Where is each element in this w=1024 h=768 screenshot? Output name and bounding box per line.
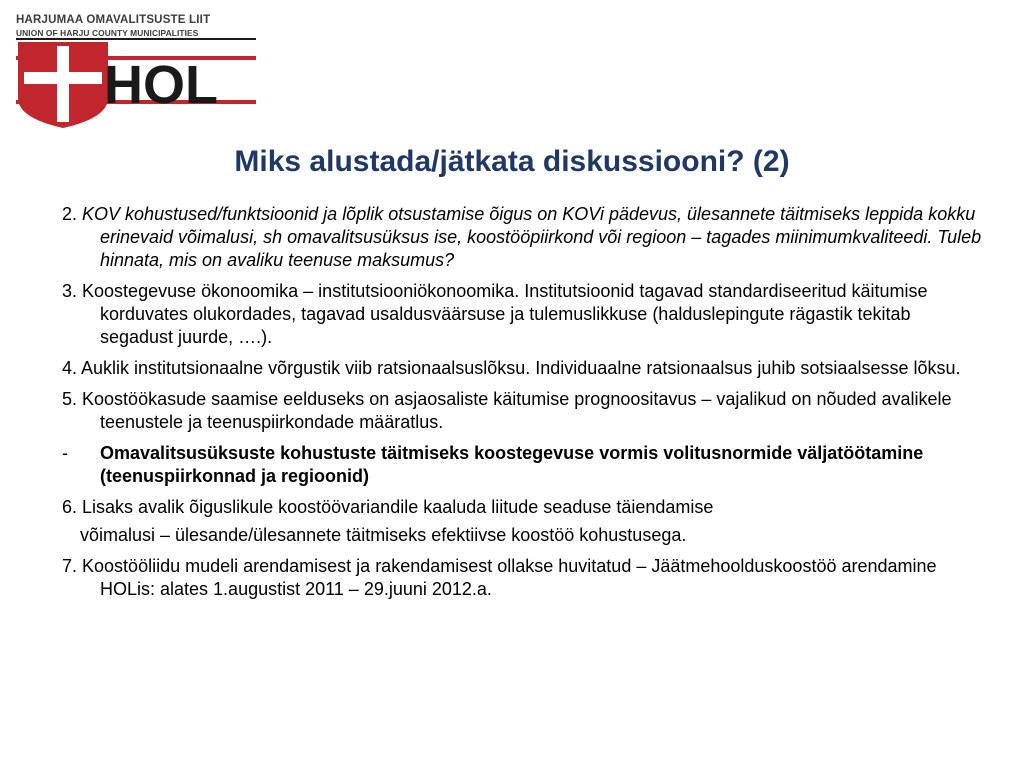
list-item-6 [62,496,982,519]
item-number: 4. [62,358,78,378]
list-item-2 [62,203,982,272]
item-text: Lisaks avalik õiguslikule koostöövariandile kaaluda liitude seaduse täiendamise [82,497,714,517]
hol-logo [16,14,258,130]
item-number: 6. [62,497,78,517]
item-dash: - [62,443,68,463]
org-name-english: UNION OF HARJU COUNTY MUNICIPALITIES [16,28,199,38]
list-item-5 [62,388,982,434]
list-item-7 [62,555,982,601]
slide-title: Miks alustada/jätkata diskussiooni? (2) [234,145,790,178]
list-item-6-continuation [62,524,982,547]
list-item-4 [62,357,982,380]
item-text: Koostööliidu mudeli arendamisest ja rakendamisest ollakse huvitatud – Jäätmehoolduskoostöö arendamine HOLis: alates 1.augustist 2011 – 29.juuni 2012.a. [82,556,937,599]
item-text: Koostöökasude saamise eelduseks on asjaosaliste käitumise prognoositavus – vajalikud on nõuded avalikele teenustele ja teenuspiirkondade määratlus. [82,389,952,432]
org-name-estonian: HARJUMAA OMAVALITSUSTE LIIT [16,14,211,26]
item-text: KOV kohustused/funktsioonid ja lõplik otsustamise õigus on KOVi pädevus, ülesannete täitmiseks leppida kokku erinevaid võimalusi, sh omavalitsusüksus ise, koostööpiirkond või regioon – tagades miinimumkvaliteedi. Tuleb hinnata, mis on avaliku teenuse maksumus? [82,204,982,270]
item-text: Omavalitsusüksuste kohustuste täitmiseks koostegevuse vormis volitusnormide väljatöötamine (teenuspiirkonnad ja regioonid) [100,443,924,486]
item-text: võimalusi – ülesande/ülesannete täitmiseks efektiivse koostöö kohustusega. [80,525,687,545]
slide-body [62,203,982,609]
item-number: 5. [62,389,78,409]
item-text: Auklik institutsionaalne võrgustik viib ratsionaalsuslõksu. Individuaalne ratsionaalsus juhib sotsiaalsesse lõksu. [81,358,961,378]
item-number: 7. [62,556,78,576]
list-item-3 [62,280,982,349]
item-text: Koostegevuse ökonoomika – institutsiooniökonoomika. Institutsioonid tagavad standardiseeritud käitumise korduvates olukordades, tagavad usaldusväärsuse ja tulemuslikkuse (halduslepingute rägastik tekitab segadust juurde, ….). [82,281,928,347]
logo-acronym: HOL [104,55,218,115]
item-number: 3. [62,281,78,301]
item-number: 2. [62,204,78,224]
list-item-dash [62,442,982,488]
